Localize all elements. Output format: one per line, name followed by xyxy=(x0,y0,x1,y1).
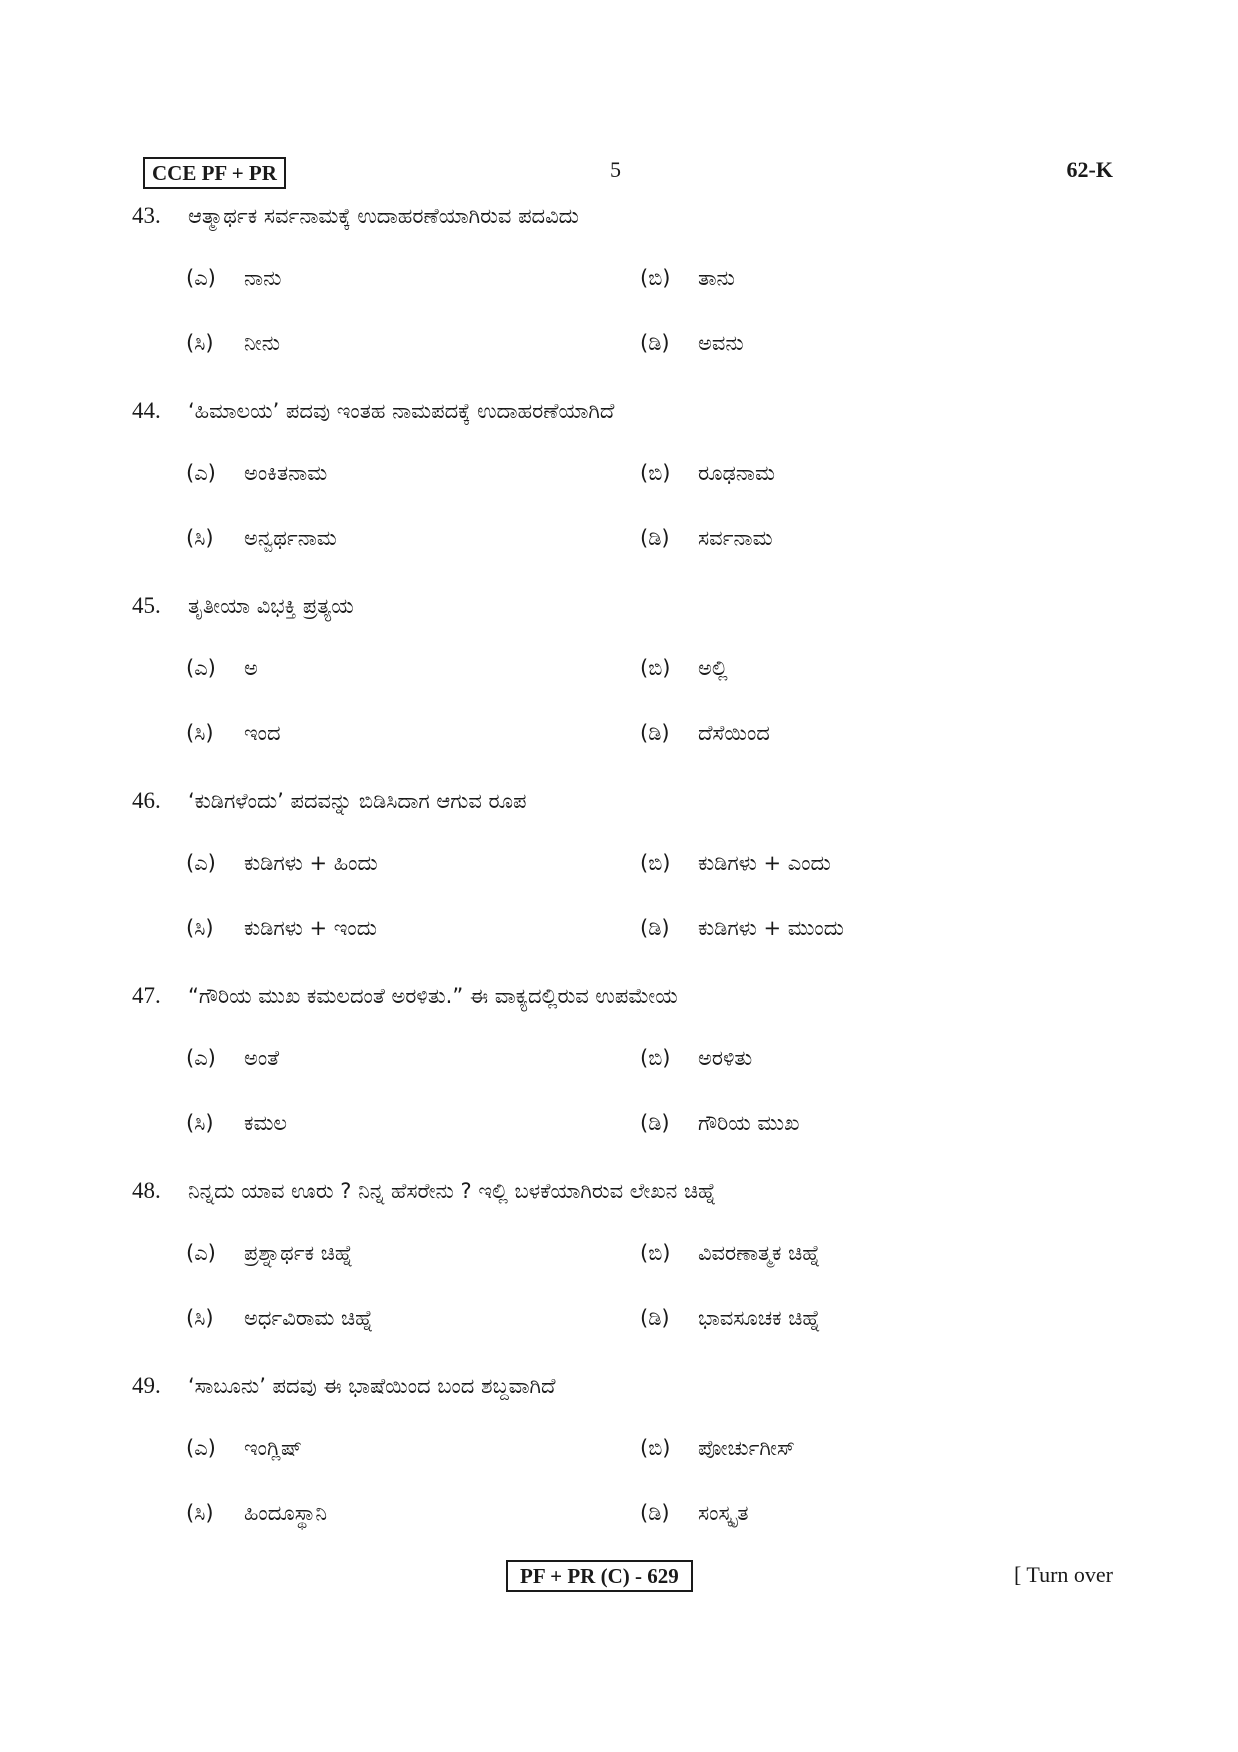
option-b xyxy=(640,258,735,298)
option-d xyxy=(640,713,770,753)
option-text: ಇಂದ xyxy=(244,720,281,745)
question-text: ಆತ್ಮಾರ್ಥಕ ಸರ್ವನಾಮಕ್ಕೆ ಉದಾಹರಣೆಯಾಗಿರುವ ಪದವಿದು xyxy=(188,203,579,228)
question-line xyxy=(132,781,526,821)
option-label: (ಸಿ) xyxy=(186,720,214,745)
option-label: (ಸಿ) xyxy=(186,915,214,940)
option-c xyxy=(186,908,377,948)
option-d xyxy=(640,1493,748,1533)
option-label: (ಡಿ) xyxy=(640,720,670,745)
page-footer xyxy=(0,1560,1238,1600)
paper-code: 62-K xyxy=(1066,157,1113,182)
option-text: ಹಿಂದೂಸ್ಥಾನಿ xyxy=(244,1500,328,1525)
option-text: ಸರ್ವನಾಮ xyxy=(698,525,773,550)
question-49 xyxy=(132,1366,1112,1561)
option-a xyxy=(186,453,327,493)
option-label: (ಡಿ) xyxy=(640,1305,670,1330)
question-48 xyxy=(132,1171,1112,1366)
option-label: (ಡಿ) xyxy=(640,525,670,550)
question-47 xyxy=(132,976,1112,1171)
option-text: ಭಾವಸೂಚಕ ಚಿಹ್ನೆ xyxy=(698,1305,821,1330)
option-a xyxy=(186,648,258,688)
option-text: ಪೋರ್ಚುಗೀಸ್ xyxy=(698,1435,795,1460)
option-text: ಕುಡಿಗಳು + ಮುಂದು xyxy=(698,915,844,940)
option-text: ವಿವರಣಾತ್ಮಕ ಚಿಹ್ನೆ xyxy=(698,1240,821,1265)
option-text: ಇಂಗ್ಲಿಷ್ xyxy=(244,1435,303,1460)
question-46 xyxy=(132,781,1112,976)
option-label: (ಬಿ) xyxy=(640,265,671,290)
question-text: ‘ಕುಡಿಗಳೆಂದು’ ಪದವನ್ನು ಬಿಡಿಸಿದಾಗ ಆಗುವ ರೂಪ xyxy=(188,788,527,813)
option-text: ಕಮಲ xyxy=(244,1110,288,1135)
option-a xyxy=(186,1428,302,1468)
option-c xyxy=(186,1103,287,1143)
option-label: (ಬಿ) xyxy=(640,850,671,875)
question-number: 48. xyxy=(132,1178,161,1203)
option-b xyxy=(640,648,728,688)
option-label: (ಬಿ) xyxy=(640,655,671,680)
question-line xyxy=(132,196,579,236)
page-header xyxy=(143,157,1113,193)
option-d xyxy=(640,1103,799,1143)
option-text: ಸಂಸ್ಕೃತ xyxy=(698,1500,749,1525)
option-label: (ಎ) xyxy=(186,1045,216,1070)
option-c xyxy=(186,1493,327,1533)
option-text: ದೆಸೆಯಿಂದ xyxy=(698,720,770,745)
option-text: ರೂಢನಾಮ xyxy=(698,460,775,485)
option-a xyxy=(186,1038,279,1078)
option-c xyxy=(186,518,337,558)
option-d xyxy=(640,323,744,363)
option-label: (ಸಿ) xyxy=(186,1110,214,1135)
option-c xyxy=(186,713,281,753)
option-text: ನೀನು xyxy=(244,330,281,355)
question-line xyxy=(132,391,614,431)
option-label: (ಸಿ) xyxy=(186,330,214,355)
option-text: ತಾನು xyxy=(698,265,735,290)
turn-over-note: [ Turn over xyxy=(1013,1562,1113,1587)
question-text: “ಗೌರಿಯ ಮುಖ ಕಮಲದಂತೆ ಅರಳಿತು.” ಈ ವಾಕ್ಯದಲ್ಲಿರುವ ಉಪಮೇಯ xyxy=(188,983,678,1008)
option-text: ಕುಡಿಗಳು + ಎಂದು xyxy=(698,850,831,875)
question-number: 45. xyxy=(132,593,161,618)
question-line xyxy=(132,976,678,1016)
option-d xyxy=(640,908,844,948)
question-line xyxy=(132,1171,716,1211)
option-label: (ಬಿ) xyxy=(640,1435,671,1460)
option-a xyxy=(186,843,378,883)
option-text: ಅಂತೆ xyxy=(244,1045,280,1070)
option-b xyxy=(640,1038,752,1078)
option-label: (ಬಿ) xyxy=(640,1045,671,1070)
option-text: ಅಲ್ಲಿ xyxy=(698,655,728,680)
option-label: (ಸಿ) xyxy=(186,525,214,550)
question-44 xyxy=(132,391,1112,586)
option-label: (ಎ) xyxy=(186,1240,216,1265)
option-label: (ಡಿ) xyxy=(640,330,670,355)
question-text: ‘ಹಿಮಾಲಯ’ ಪದವು ಇಂತಹ ನಾಮಪದಕ್ಕೆ ಉದಾಹರಣೆಯಾಗಿದೆ xyxy=(188,398,615,423)
exam-series-label: CCE PF + PR xyxy=(143,157,286,189)
option-text: ಅ xyxy=(244,655,258,680)
option-label: (ಡಿ) xyxy=(640,915,670,940)
option-label: (ಎ) xyxy=(186,655,216,680)
option-label: (ಡಿ) xyxy=(640,1110,670,1135)
option-label: (ಎ) xyxy=(186,265,216,290)
option-text: ಅರ್ಧವಿರಾಮ ಚಿಹ್ನೆ xyxy=(244,1305,374,1330)
option-b xyxy=(640,1428,795,1468)
option-d xyxy=(640,1298,821,1338)
option-c xyxy=(186,323,280,363)
question-number: 46. xyxy=(132,788,161,813)
option-label: (ಸಿ) xyxy=(186,1305,214,1330)
option-text: ಕುಡಿಗಳು + ಹಿಂದು xyxy=(244,850,378,875)
option-text: ಅರಳಿತು xyxy=(698,1045,753,1070)
question-43 xyxy=(132,196,1112,391)
question-number: 49. xyxy=(132,1373,161,1398)
question-list xyxy=(132,196,1112,1561)
option-text: ಅವನು xyxy=(698,330,744,355)
option-label: (ಎ) xyxy=(186,1435,216,1460)
footer-paper-code: PF + PR (C) - 629 xyxy=(506,1560,693,1592)
option-text: ಕುಡಿಗಳು + ಇಂದು xyxy=(244,915,377,940)
option-b xyxy=(640,843,831,883)
question-number: 44. xyxy=(132,398,161,423)
option-text: ನಾನು xyxy=(244,265,282,290)
option-text: ಅಂಕಿತನಾಮ xyxy=(244,460,328,485)
question-45 xyxy=(132,586,1112,781)
option-a xyxy=(186,258,281,298)
option-label: (ಬಿ) xyxy=(640,1240,671,1265)
option-b xyxy=(640,1233,820,1273)
option-label: (ಎ) xyxy=(186,850,216,875)
question-line xyxy=(132,586,354,626)
page-number: 5 xyxy=(610,157,621,182)
question-text: ‘ಸಾಬೂನು’ ಪದವು ಈ ಭಾಷೆಯಿಂದ ಬಂದ ಶಬ್ದವಾಗಿದೆ xyxy=(188,1373,556,1398)
option-a xyxy=(186,1233,353,1273)
option-text: ಗೌರಿಯ ಮುಖ xyxy=(698,1110,800,1135)
option-label: (ಡಿ) xyxy=(640,1500,670,1525)
question-number: 47. xyxy=(132,983,161,1008)
question-text: ನಿನ್ನದು ಯಾವ ಊರು ? ನಿನ್ನ ಹೆಸರೇನು ? ಇಲ್ಲಿ ಬಳಕೆಯಾಗಿರುವ ಲೇಖನ ಚಿಹ್ನೆ xyxy=(188,1178,717,1203)
option-d xyxy=(640,518,773,558)
option-c xyxy=(186,1298,373,1338)
option-b xyxy=(640,453,775,493)
option-label: (ಎ) xyxy=(186,460,216,485)
question-line xyxy=(132,1366,555,1406)
question-number: 43. xyxy=(132,203,161,228)
question-text: ತೃತೀಯಾ ವಿಭಕ್ತಿ ಪ್ರತ್ಯಯ xyxy=(188,593,354,618)
option-label: (ಬಿ) xyxy=(640,460,671,485)
option-label: (ಸಿ) xyxy=(186,1500,214,1525)
option-text: ಪ್ರಶ್ನಾರ್ಥಕ ಚಿಹ್ನೆ xyxy=(244,1240,354,1265)
option-text: ಅನ್ವರ್ಥನಾಮ xyxy=(244,525,337,550)
